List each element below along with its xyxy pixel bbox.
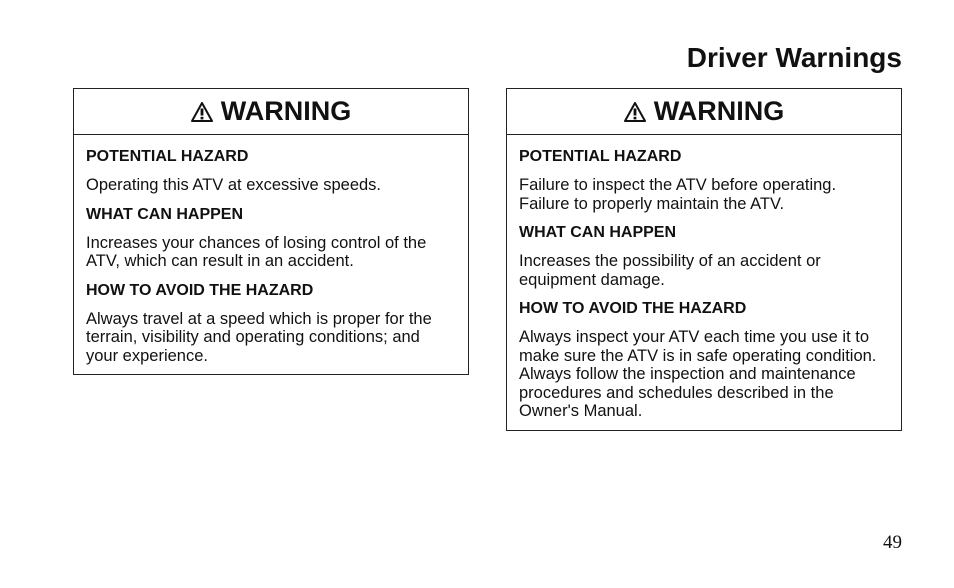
what-can-happen-text: Increases your chances of losing control of the ATV, which can result in an accident. — [86, 233, 427, 270]
how-to-avoid-heading: HOW TO AVOID THE HAZARD — [519, 300, 747, 317]
how-to-avoid-text: Always inspect your ATV each time you use it to make sure the ATV is in safe operating condition. Always follow the inspection and maintenance procedures and schedules described in the Owner's Manual. — [519, 328, 877, 420]
potential-hazard-text: Operating this ATV at excessive speeds. — [86, 176, 382, 194]
what-can-happen-text: Increases the possibility of an accident or equipment damage. — [519, 252, 821, 289]
warning-title: WARNING — [653, 96, 785, 126]
warning-header — [507, 89, 901, 135]
how-to-avoid-heading: HOW TO AVOID THE HAZARD — [86, 281, 314, 299]
warning-triangle-icon — [191, 102, 213, 122]
potential-hazard-heading: POTENTIAL HAZARD — [519, 148, 682, 165]
warning-header — [74, 89, 468, 135]
warning-box-inspection — [506, 88, 902, 431]
potential-hazard-text: Failure to inspect the ATV before operating. Failure to properly maintain the ATV. — [519, 176, 837, 213]
warning-triangle-icon — [624, 102, 646, 122]
how-to-avoid-text: Always travel at a speed which is proper for the terrain, visibility and operating conditions; and your experience. — [86, 309, 432, 365]
potential-hazard-heading: POTENTIAL HAZARD — [86, 148, 249, 165]
page-number: 49 — [883, 532, 902, 553]
what-can-happen-heading: WHAT CAN HAPPEN — [519, 224, 677, 241]
warning-box-speed — [73, 88, 469, 375]
what-can-happen-heading: WHAT CAN HAPPEN — [86, 205, 244, 223]
page-title: Driver Warnings — [686, 42, 902, 73]
warning-title: WARNING — [220, 96, 352, 126]
